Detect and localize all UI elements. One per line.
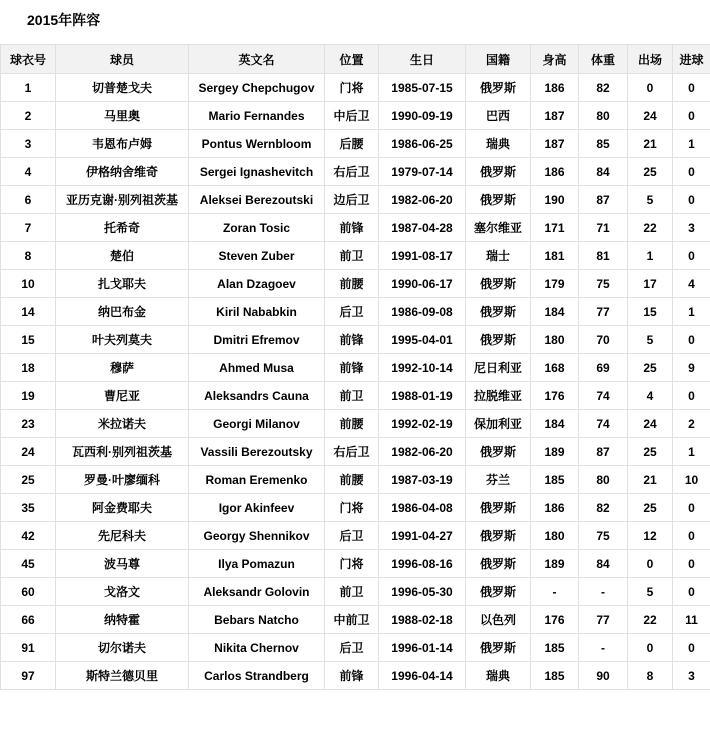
cell-english-name: Sergey Chepchugov <box>189 74 325 102</box>
cell-nationality: 俄罗斯 <box>466 578 531 606</box>
cell-jersey-number: 18 <box>1 354 56 382</box>
cell-height: 184 <box>531 298 579 326</box>
cell-goals: 11 <box>673 606 710 634</box>
cell-english-name: Sergei Ignashevitch <box>189 158 325 186</box>
cell-player-name: 米拉诺夫 <box>56 410 189 438</box>
cell-player-name: 波马尊 <box>56 550 189 578</box>
cell-weight: 71 <box>579 214 628 242</box>
cell-birthday: 1992-10-14 <box>379 354 466 382</box>
column-header-english-name: 英文名 <box>189 45 325 74</box>
cell-nationality: 芬兰 <box>466 466 531 494</box>
cell-height: 180 <box>531 522 579 550</box>
cell-jersey-number: 2 <box>1 102 56 130</box>
cell-appearances: 22 <box>628 606 673 634</box>
table-row <box>1 214 710 242</box>
cell-weight: 70 <box>579 326 628 354</box>
cell-nationality: 瑞典 <box>466 130 531 158</box>
cell-position: 边后卫 <box>325 186 379 214</box>
cell-appearances: 25 <box>628 354 673 382</box>
cell-weight: 85 <box>579 130 628 158</box>
cell-goals: 0 <box>673 494 710 522</box>
cell-weight: 84 <box>579 158 628 186</box>
cell-weight: 87 <box>579 438 628 466</box>
cell-player-name: 曹尼亚 <box>56 382 189 410</box>
cell-player-name: 亚历克谢·别列祖茨基 <box>56 186 189 214</box>
cell-height: 185 <box>531 662 579 690</box>
cell-weight: 75 <box>579 270 628 298</box>
cell-birthday: 1986-04-08 <box>379 494 466 522</box>
cell-height: 180 <box>531 326 579 354</box>
cell-position: 前腰 <box>325 466 379 494</box>
cell-jersey-number: 24 <box>1 438 56 466</box>
table-header-row <box>1 45 710 74</box>
cell-appearances: 0 <box>628 550 673 578</box>
cell-position: 后卫 <box>325 522 379 550</box>
cell-appearances: 15 <box>628 298 673 326</box>
cell-nationality: 俄罗斯 <box>466 438 531 466</box>
cell-position: 前腰 <box>325 270 379 298</box>
cell-height: 186 <box>531 494 579 522</box>
table-row <box>1 438 710 466</box>
cell-english-name: Dmitri Efremov <box>189 326 325 354</box>
cell-weight: 77 <box>579 606 628 634</box>
cell-goals: 4 <box>673 270 710 298</box>
cell-jersey-number: 14 <box>1 298 56 326</box>
cell-nationality: 以色列 <box>466 606 531 634</box>
cell-english-name: Georgy Shennikov <box>189 522 325 550</box>
cell-height: 184 <box>531 410 579 438</box>
cell-goals: 1 <box>673 438 710 466</box>
cell-height: 186 <box>531 158 579 186</box>
cell-birthday: 1996-01-14 <box>379 634 466 662</box>
cell-position: 右后卫 <box>325 158 379 186</box>
cell-player-name: 楚伯 <box>56 242 189 270</box>
cell-goals: 0 <box>673 102 710 130</box>
cell-birthday: 1995-04-01 <box>379 326 466 354</box>
cell-nationality: 尼日利亚 <box>466 354 531 382</box>
cell-jersey-number: 3 <box>1 130 56 158</box>
table-row <box>1 74 710 102</box>
cell-goals: 2 <box>673 410 710 438</box>
cell-appearances: 5 <box>628 326 673 354</box>
cell-birthday: 1992-02-19 <box>379 410 466 438</box>
cell-goals: 9 <box>673 354 710 382</box>
table-row <box>1 466 710 494</box>
cell-appearances: 12 <box>628 522 673 550</box>
squad-table <box>0 44 710 690</box>
cell-nationality: 俄罗斯 <box>466 270 531 298</box>
cell-nationality: 俄罗斯 <box>466 74 531 102</box>
cell-english-name: Georgi Milanov <box>189 410 325 438</box>
cell-weight: 77 <box>579 298 628 326</box>
cell-appearances: 24 <box>628 410 673 438</box>
table-row <box>1 242 710 270</box>
table-row <box>1 410 710 438</box>
cell-player-name: 切普楚戈夫 <box>56 74 189 102</box>
cell-english-name: Pontus Wernbloom <box>189 130 325 158</box>
cell-english-name: Aleksandrs Cauna <box>189 382 325 410</box>
cell-birthday: 1991-04-27 <box>379 522 466 550</box>
table-row <box>1 186 710 214</box>
cell-appearances: 21 <box>628 466 673 494</box>
cell-nationality: 俄罗斯 <box>466 522 531 550</box>
cell-player-name: 马里奥 <box>56 102 189 130</box>
cell-position: 后腰 <box>325 130 379 158</box>
cell-nationality: 瑞士 <box>466 242 531 270</box>
cell-birthday: 1987-04-28 <box>379 214 466 242</box>
cell-english-name: Alan Dzagoev <box>189 270 325 298</box>
cell-height: 187 <box>531 130 579 158</box>
cell-goals: 0 <box>673 186 710 214</box>
cell-appearances: 25 <box>628 158 673 186</box>
cell-nationality: 俄罗斯 <box>466 158 531 186</box>
table-row <box>1 634 710 662</box>
cell-goals: 3 <box>673 662 710 690</box>
cell-weight: 80 <box>579 102 628 130</box>
cell-height: 185 <box>531 466 579 494</box>
cell-player-name: 戈洛文 <box>56 578 189 606</box>
cell-player-name: 切尔诺夫 <box>56 634 189 662</box>
cell-english-name: Bebars Natcho <box>189 606 325 634</box>
cell-player-name: 阿金费耶夫 <box>56 494 189 522</box>
cell-player-name: 穆萨 <box>56 354 189 382</box>
cell-birthday: 1988-01-19 <box>379 382 466 410</box>
cell-player-name: 托希奇 <box>56 214 189 242</box>
cell-nationality: 拉脱维亚 <box>466 382 531 410</box>
cell-nationality: 瑞典 <box>466 662 531 690</box>
cell-goals: 0 <box>673 158 710 186</box>
table-row <box>1 382 710 410</box>
cell-position: 前锋 <box>325 214 379 242</box>
cell-jersey-number: 45 <box>1 550 56 578</box>
column-header-appearances: 出场 <box>628 45 673 74</box>
cell-position: 右后卫 <box>325 438 379 466</box>
cell-weight: 82 <box>579 494 628 522</box>
table-row <box>1 662 710 690</box>
cell-position: 前卫 <box>325 242 379 270</box>
cell-height: 185 <box>531 634 579 662</box>
cell-player-name: 纳巴布金 <box>56 298 189 326</box>
cell-position: 中前卫 <box>325 606 379 634</box>
cell-height: 179 <box>531 270 579 298</box>
cell-player-name: 罗曼·叶廖缅科 <box>56 466 189 494</box>
column-header-height: 身高 <box>531 45 579 74</box>
cell-position: 中后卫 <box>325 102 379 130</box>
cell-weight: 75 <box>579 522 628 550</box>
cell-jersey-number: 10 <box>1 270 56 298</box>
cell-english-name: Vassili Berezoutsky <box>189 438 325 466</box>
cell-goals: 1 <box>673 130 710 158</box>
cell-jersey-number: 35 <box>1 494 56 522</box>
cell-height: 189 <box>531 438 579 466</box>
table-body <box>1 74 710 690</box>
cell-birthday: 1979-07-14 <box>379 158 466 186</box>
cell-appearances: 17 <box>628 270 673 298</box>
cell-weight: - <box>579 578 628 606</box>
column-header-birthday: 生日 <box>379 45 466 74</box>
cell-position: 门将 <box>325 494 379 522</box>
table-row <box>1 298 710 326</box>
cell-birthday: 1996-08-16 <box>379 550 466 578</box>
cell-birthday: 1996-04-14 <box>379 662 466 690</box>
cell-weight: 90 <box>579 662 628 690</box>
cell-goals: 0 <box>673 578 710 606</box>
cell-appearances: 0 <box>628 74 673 102</box>
cell-player-name: 瓦西利·别列祖茨基 <box>56 438 189 466</box>
table-row <box>1 550 710 578</box>
cell-position: 后卫 <box>325 298 379 326</box>
cell-appearances: 25 <box>628 438 673 466</box>
cell-player-name: 韦恩布卢姆 <box>56 130 189 158</box>
cell-goals: 0 <box>673 550 710 578</box>
cell-weight: 82 <box>579 74 628 102</box>
cell-english-name: Carlos Strandberg <box>189 662 325 690</box>
cell-goals: 0 <box>673 326 710 354</box>
table-row <box>1 522 710 550</box>
cell-birthday: 1990-06-17 <box>379 270 466 298</box>
cell-jersey-number: 23 <box>1 410 56 438</box>
cell-birthday: 1991-08-17 <box>379 242 466 270</box>
cell-nationality: 俄罗斯 <box>466 634 531 662</box>
cell-height: 176 <box>531 382 579 410</box>
table-row <box>1 494 710 522</box>
cell-weight: 80 <box>579 466 628 494</box>
page-title: 2015年阵容 <box>27 11 710 29</box>
table-row <box>1 606 710 634</box>
cell-weight: 84 <box>579 550 628 578</box>
cell-jersey-number: 25 <box>1 466 56 494</box>
cell-height: 190 <box>531 186 579 214</box>
cell-jersey-number: 60 <box>1 578 56 606</box>
cell-height: 171 <box>531 214 579 242</box>
cell-player-name: 伊格纳舍维奇 <box>56 158 189 186</box>
column-header-goals: 进球 <box>673 45 710 74</box>
cell-appearances: 21 <box>628 130 673 158</box>
cell-english-name: Steven Zuber <box>189 242 325 270</box>
cell-height: 168 <box>531 354 579 382</box>
cell-appearances: 25 <box>628 494 673 522</box>
cell-birthday: 1990-09-19 <box>379 102 466 130</box>
cell-position: 前腰 <box>325 410 379 438</box>
cell-goals: 0 <box>673 74 710 102</box>
cell-birthday: 1988-02-18 <box>379 606 466 634</box>
cell-jersey-number: 8 <box>1 242 56 270</box>
cell-jersey-number: 7 <box>1 214 56 242</box>
column-header-weight: 体重 <box>579 45 628 74</box>
cell-english-name: Ilya Pomazun <box>189 550 325 578</box>
cell-appearances: 0 <box>628 634 673 662</box>
cell-nationality: 巴西 <box>466 102 531 130</box>
cell-nationality: 俄罗斯 <box>466 326 531 354</box>
cell-nationality: 俄罗斯 <box>466 186 531 214</box>
cell-appearances: 5 <box>628 186 673 214</box>
cell-jersey-number: 15 <box>1 326 56 354</box>
cell-english-name: Ahmed Musa <box>189 354 325 382</box>
table-row <box>1 102 710 130</box>
cell-goals: 10 <box>673 466 710 494</box>
cell-position: 门将 <box>325 550 379 578</box>
cell-height: - <box>531 578 579 606</box>
cell-birthday: 1986-06-25 <box>379 130 466 158</box>
cell-height: 187 <box>531 102 579 130</box>
cell-birthday: 1987-03-19 <box>379 466 466 494</box>
cell-weight: - <box>579 634 628 662</box>
cell-goals: 3 <box>673 214 710 242</box>
cell-jersey-number: 91 <box>1 634 56 662</box>
cell-player-name: 纳特霍 <box>56 606 189 634</box>
cell-player-name: 斯特兰德贝里 <box>56 662 189 690</box>
cell-nationality: 俄罗斯 <box>466 298 531 326</box>
cell-player-name: 叶夫列莫夫 <box>56 326 189 354</box>
table-row <box>1 130 710 158</box>
cell-jersey-number: 1 <box>1 74 56 102</box>
table-row <box>1 354 710 382</box>
cell-weight: 87 <box>579 186 628 214</box>
cell-english-name: Igor Akinfeev <box>189 494 325 522</box>
cell-goals: 0 <box>673 522 710 550</box>
table-row <box>1 326 710 354</box>
cell-height: 189 <box>531 550 579 578</box>
column-header-position: 位置 <box>325 45 379 74</box>
cell-position: 前锋 <box>325 662 379 690</box>
column-header-player-name: 球员 <box>56 45 189 74</box>
cell-position: 前锋 <box>325 354 379 382</box>
cell-position: 前卫 <box>325 578 379 606</box>
cell-nationality: 俄罗斯 <box>466 550 531 578</box>
table-row <box>1 270 710 298</box>
cell-position: 后卫 <box>325 634 379 662</box>
cell-nationality: 保加利亚 <box>466 410 531 438</box>
cell-english-name: Nikita Chernov <box>189 634 325 662</box>
cell-appearances: 5 <box>628 578 673 606</box>
cell-goals: 0 <box>673 382 710 410</box>
cell-position: 前锋 <box>325 326 379 354</box>
cell-english-name: Zoran Tosic <box>189 214 325 242</box>
cell-goals: 0 <box>673 242 710 270</box>
cell-birthday: 1982-06-20 <box>379 438 466 466</box>
cell-english-name: Aleksandr Golovin <box>189 578 325 606</box>
column-header-nationality: 国籍 <box>466 45 531 74</box>
cell-english-name: Roman Eremenko <box>189 466 325 494</box>
table-row <box>1 578 710 606</box>
cell-appearances: 24 <box>628 102 673 130</box>
cell-position: 门将 <box>325 74 379 102</box>
column-header-jersey-number: 球衣号 <box>1 45 56 74</box>
squad-page <box>0 11 710 690</box>
cell-english-name: Kiril Nababkin <box>189 298 325 326</box>
cell-appearances: 8 <box>628 662 673 690</box>
cell-english-name: Aleksei Berezoutski <box>189 186 325 214</box>
cell-goals: 1 <box>673 298 710 326</box>
cell-english-name: Mario Fernandes <box>189 102 325 130</box>
cell-weight: 74 <box>579 410 628 438</box>
table-row <box>1 158 710 186</box>
cell-height: 186 <box>531 74 579 102</box>
cell-appearances: 1 <box>628 242 673 270</box>
cell-jersey-number: 97 <box>1 662 56 690</box>
cell-appearances: 4 <box>628 382 673 410</box>
cell-height: 181 <box>531 242 579 270</box>
cell-jersey-number: 66 <box>1 606 56 634</box>
cell-birthday: 1986-09-08 <box>379 298 466 326</box>
cell-jersey-number: 19 <box>1 382 56 410</box>
cell-appearances: 22 <box>628 214 673 242</box>
cell-jersey-number: 4 <box>1 158 56 186</box>
cell-nationality: 俄罗斯 <box>466 494 531 522</box>
cell-weight: 69 <box>579 354 628 382</box>
cell-jersey-number: 42 <box>1 522 56 550</box>
cell-birthday: 1985-07-15 <box>379 74 466 102</box>
cell-position: 前卫 <box>325 382 379 410</box>
cell-weight: 74 <box>579 382 628 410</box>
cell-birthday: 1996-05-30 <box>379 578 466 606</box>
cell-height: 176 <box>531 606 579 634</box>
cell-weight: 81 <box>579 242 628 270</box>
cell-player-name: 扎戈耶夫 <box>56 270 189 298</box>
cell-nationality: 塞尔维亚 <box>466 214 531 242</box>
cell-jersey-number: 6 <box>1 186 56 214</box>
cell-goals: 0 <box>673 634 710 662</box>
cell-player-name: 先尼科夫 <box>56 522 189 550</box>
cell-birthday: 1982-06-20 <box>379 186 466 214</box>
